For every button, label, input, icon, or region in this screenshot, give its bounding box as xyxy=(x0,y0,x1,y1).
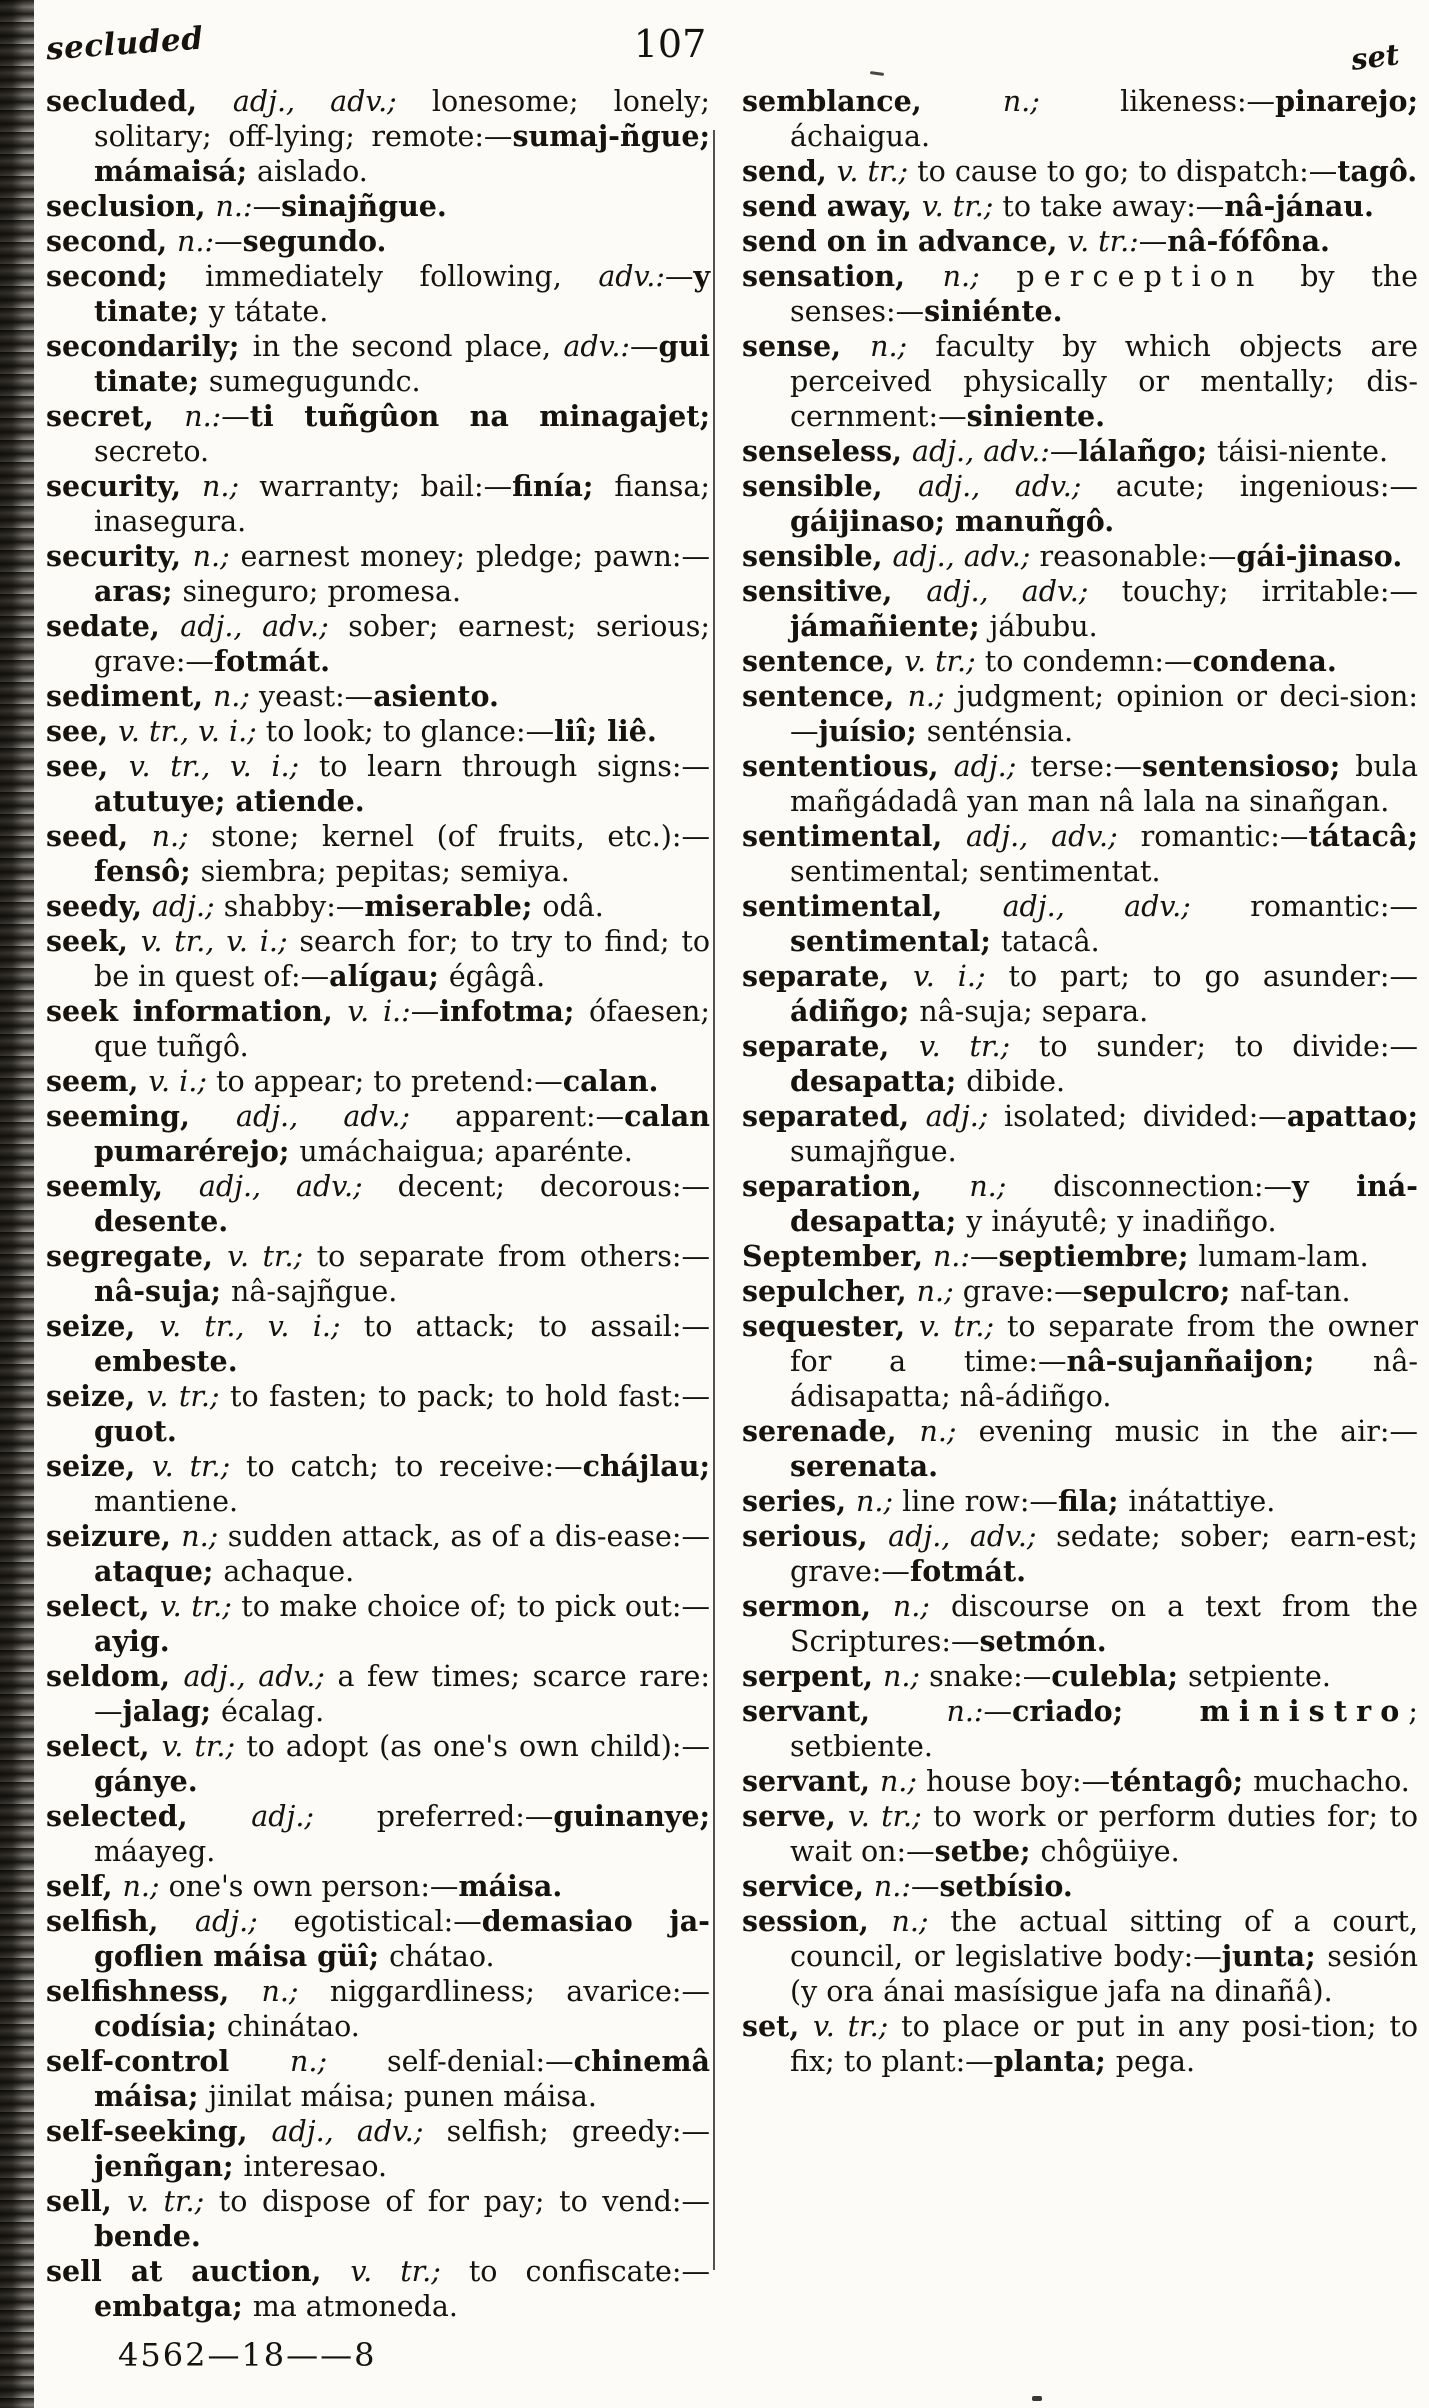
dictionary-entry: sentimental, adj., adv.; romantic:—sentimental; tatacâ. xyxy=(742,889,1418,958)
scan-speck xyxy=(870,71,884,76)
header-catchword-right: set xyxy=(1348,37,1401,77)
dictionary-entry: select, v. tr.; to make choice of; to pick out:—ayig. xyxy=(46,1589,710,1658)
dictionary-entry: self-control n.; self-denial:—chinemâ máisa; jinilat máisa; punen máisa. xyxy=(46,2044,710,2113)
dictionary-entry: sediment, n.; yeast:—asiento. xyxy=(46,679,499,713)
dictionary-entry: separate, v. tr.; to sunder; to divide:—desapatta; dibide. xyxy=(742,1029,1418,1098)
dictionary-entry: semblance, n.; likeness:—pinarejo; áchaigua. xyxy=(742,84,1418,153)
dictionary-entry: sensible, adj., adv.; reasonable:—gái-jinaso. xyxy=(742,539,1403,573)
dictionary-entry: sepulcher, n.; grave:—sepulcro; naf-tan. xyxy=(742,1274,1351,1308)
dictionary-entry: sententious, adj.; terse:—sentensioso; bula mañgádadâ yan man nâ lala na sinañgan. xyxy=(742,749,1419,818)
scan-gutter-shadow xyxy=(0,0,34,2408)
dictionary-entry: send away, v. tr.; to take away:—nâ-jánau. xyxy=(742,189,1374,223)
dictionary-entry: self, n.; one's own person:—máisa. xyxy=(46,1869,563,1903)
dictionary-entry: sensible, adj., adv.; acute; ingenious:—gáijinaso; manuñgô. xyxy=(742,469,1418,538)
dictionary-entry: security, n.; earnest money; pledge; pawn:—aras; sineguro; promesa. xyxy=(46,539,710,608)
dictionary-entry: serious, adj., adv.; sedate; sober; earn-est; grave:—fotmát. xyxy=(742,1519,1419,1588)
dictionary-entry: seem, v. i.; to appear; to pretend:—calan. xyxy=(46,1064,659,1098)
dictionary-entry: sentence, n.; judgment; opinion or deci-sion:—juísio; senténsia. xyxy=(742,679,1418,748)
dictionary-entry: servant, n.:—criado; ministro; setbiente. xyxy=(742,1694,1418,1763)
dictionary-entry: secluded, adj., adv.; lonesome; lonely; solitary; off-lying; remote:—sumaj-ñgue; mámaisá; aislado. xyxy=(46,84,710,188)
dictionary-entry: selfishness, n.; niggardliness; avarice:—codísia; chinátao. xyxy=(46,1974,710,2043)
dictionary-entry: sell, v. tr.; to dispose of for pay; to vend:—bende. xyxy=(46,2184,710,2253)
page-number: 107 xyxy=(633,22,707,66)
dictionary-entry: seed, n.; stone; kernel (of fruits, etc.):—fensô; siembra; pepitas; semiya. xyxy=(46,819,710,888)
column-divider-rule xyxy=(713,130,715,2270)
dictionary-entry: senseless, adj., adv.:—lálañgo; táisi-niente. xyxy=(742,434,1389,468)
dictionary-entry: sensation, n.; perception by the senses:—siniénte. xyxy=(742,259,1418,328)
dictionary-entry: sense, n.; faculty by which objects are perceived physically or mentally; dis-cernment:—siniente. xyxy=(742,329,1419,433)
dictionary-entry: seclusion, n.:—sinajñgue. xyxy=(46,189,447,223)
dictionary-entry: seedy, adj.; shabby:—miserable; odâ. xyxy=(46,889,604,923)
dictionary-entry: self-seeking, adj., adv.; selfish; greedy:—jenñgan; interesao. xyxy=(46,2114,710,2183)
dictionary-entry: segregate, v. tr.; to separate from others:—nâ-suja; nâ-sajñgue. xyxy=(46,1239,710,1308)
dictionary-entry: seize, v. tr., v. i.; to attack; to assail:—embeste. xyxy=(46,1309,710,1378)
dictionary-entry: sermon, n.; discourse on a text from the Scriptures:—setmón. xyxy=(742,1589,1418,1658)
dictionary-entry: separation, n.; disconnection:—y iná-desapatta; y ináyutê; y inadiñgo. xyxy=(742,1169,1419,1238)
dictionary-entry: servant, n.; house boy:—téntagô; muchacho. xyxy=(742,1764,1410,1798)
dictionary-entry: seek, v. tr., v. i.; search for; to try to find; to be in quest of:—alígau; égâgâ. xyxy=(46,924,711,993)
dictionary-entry: serpent, n.; snake:—culebla; setpiente. xyxy=(742,1659,1331,1693)
dictionary-entry: seek information, v. i.:—infotma; ófaesen; que tuñgô. xyxy=(46,994,710,1063)
dictionary-column-right xyxy=(742,84,1418,2079)
dictionary-entry: September, n.:—septiembre; lumam-lam. xyxy=(742,1239,1369,1273)
dictionary-entry: sequester, v. tr.; to separate from the owner for a time:—nâ-sujanñaijon; nâ-ádisapatta; nâ-ádiñgo. xyxy=(742,1309,1419,1413)
dictionary-entry: serenade, n.; evening music in the air:—serenata. xyxy=(742,1414,1418,1483)
dictionary-entry: series, n.; line row:—fila; inátattiye. xyxy=(742,1484,1276,1518)
dictionary-entry: serve, v. tr.; to work or perform duties for; to wait on:—setbe; chôgüiye. xyxy=(742,1799,1418,1868)
dictionary-entry: see, v. tr., v. i.; to learn through signs:—atutuye; atiende. xyxy=(46,749,711,818)
dictionary-entry: session, n.; the actual sitting of a court, council, or legislative body:—junta; sesión (y ora ánai masísigue jafa na dinañâ). xyxy=(742,1904,1419,2008)
dictionary-entry: sentimental, adj., adv.; romantic:—tátacâ; sentimental; sentimentat. xyxy=(742,819,1418,888)
dictionary-entry: seize, v. tr.; to catch; to receive:—chájlau; mantiene. xyxy=(46,1449,710,1518)
dictionary-entry: send, v. tr.; to cause to go; to dispatch:—tagô. xyxy=(742,154,1418,188)
dictionary-entry: see, v. tr., v. i.; to look; to glance:—liî; liê. xyxy=(46,714,657,748)
dictionary-entry: service, n.:—setbísio. xyxy=(742,1869,1073,1903)
dictionary-entry: second, n.:—segundo. xyxy=(46,224,387,258)
dictionary-column-left xyxy=(46,84,710,2373)
dictionary-entry: set, v. tr.; to place or put in any posi-tion; to fix; to plant:—planta; pega. xyxy=(742,2009,1418,2078)
scan-speck xyxy=(1032,2396,1042,2401)
dictionary-entry: separate, v. i.; to part; to go asunder:—ádiñgo; nâ-suja; separa. xyxy=(742,959,1418,1028)
dictionary-entry: sedate, adj., adv.; sober; earnest; serious; grave:—fotmát. xyxy=(46,609,710,678)
dictionary-entry: select, v. tr.; to adopt (as one's own child):—gánye. xyxy=(46,1729,710,1798)
dictionary-entry: seizure, n.; sudden attack, as of a dis-ease:—ataque; achaque. xyxy=(46,1519,711,1588)
dictionary-entry: seeming, adj., adv.; apparent:—calan pumarérejo; umáchaigua; aparénte. xyxy=(46,1099,710,1168)
dictionary-entry: send on in advance, v. tr.:—nâ-fófôna. xyxy=(742,224,1330,258)
dictionary-entry: seemly, adj., adv.; decent; decorous:—desente. xyxy=(46,1169,710,1238)
dictionary-entry: secret, n.:—ti tuñgûon na minagajet; secreto. xyxy=(46,399,710,468)
dictionary-entry: selected, adj.; preferred:—guinanye; máayeg. xyxy=(46,1799,711,1868)
dictionary-entry: seize, v. tr.; to fasten; to pack; to hold fast:—guot. xyxy=(46,1379,711,1448)
dictionary-entry: selfish, adj.; egotistical:—demasiao ja-goflien máisa güî; chátao. xyxy=(46,1904,711,1973)
dictionary-entry: secondarily; in the second place, adv.:—gui tinate; sumegugundc. xyxy=(46,329,710,398)
header-catchword-left: secluded xyxy=(44,20,205,68)
dictionary-entry: separated, adj.; isolated; divided:—apattao; sumajñgue. xyxy=(742,1099,1418,1168)
dictionary-entry: seldom, adj., adv.; a few times; scarce rare:—jalag; écalag. xyxy=(46,1659,710,1728)
dictionary-entry: sell at auction, v. tr.; to confiscate:—embatga; ma atmoneda. xyxy=(46,2254,710,2323)
dictionary-entry: second; immediately following, adv.:—y tinate; y tátate. xyxy=(46,259,710,328)
printers-mark: 4562—18——8 xyxy=(118,2336,377,2374)
dictionary-entry: sensitive, adj., adv.; touchy; irritable:—jámañiente; jábubu. xyxy=(742,574,1418,643)
dictionary-entry: sentence, v. tr.; to condemn:—condena. xyxy=(742,644,1337,678)
dictionary-entry: security, n.; warranty; bail:—finía; fiansa; inasegura. xyxy=(46,469,710,538)
